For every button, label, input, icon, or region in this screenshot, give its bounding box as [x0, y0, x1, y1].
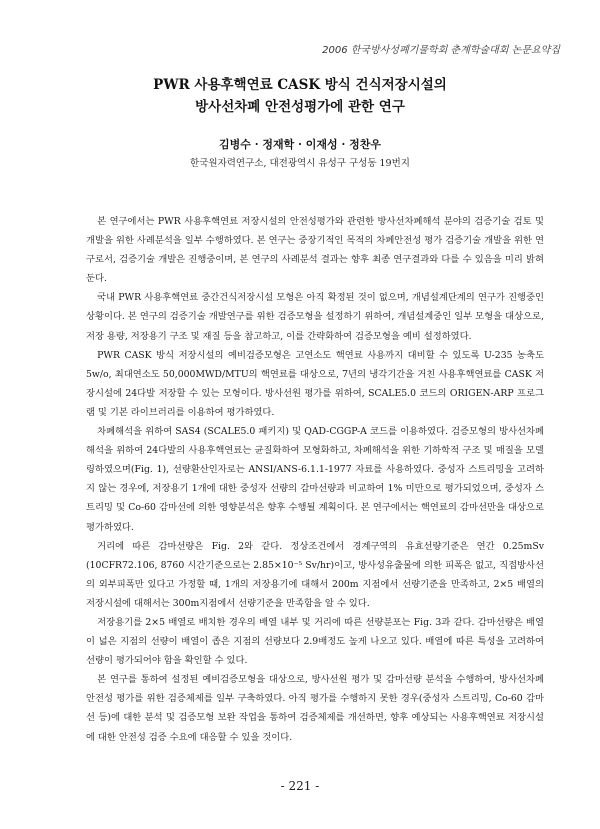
author-list: 김병수 · 정재학 · 이재성 · 정찬우 — [219, 138, 381, 151]
paragraph: 본 연구를 통하여 설정된 예비검증모형을 대상으로, 방사선원 평가 및 감마선량 분석을 수행하여, 방사선차폐 안전성 평가를 위한 검증체제를 일부 구축하였다. 아직 평가를 수행하지 못한 경우(중성자 스트리밍, Co-60 감마선 등)에 대한 분석 및 검증모형 보완 작업을 통하여 검증체제를 개선하면, 향후 예상되는 사용후핵연료 저장시설에 대한 안전성 검증 수요에 대응할 수 있을 것이다. — [86, 674, 544, 743]
paragraph: 국내 PWR 사용후핵연료 중간건식저장시설 모형은 아직 확정된 것이 없으며, 개념설계단계의 연구가 진행중인 상황이다. 본 연구의 검증기술 개발연구를 위한 검증모형을 설정하기 위하여, 개념설계중인 일부 모형을 대상으로, 저장 용량, 저장용기 구조 및 재질 등을 참고하고, 이를 간략화하여 검증모형을 예비 설정하였다. — [86, 292, 544, 342]
page-number: - 221 - — [280, 779, 320, 793]
affiliation: 한국원자력연구소, 대전광역시 유성구 구성동 19번지 — [190, 158, 410, 169]
paper-title — [0, 74, 600, 118]
abstract-body — [86, 212, 544, 747]
paragraph: 본 연구에서는 PWR 사용후핵연료 저장시설의 안전성평가와 관련한 방사선차폐해석 분야의 검증기술 검토 및 개발을 위한 사례분석을 일부 수행하였다. 본 연구는 중장기적인 목적의 차폐안전성 평가 검증기술 개발을 위한 연구로서, 검증기술 개발은 진행중이며, 본 연구의 사례분석 결과는 향후 최종 연구결과와 다를 수 있음을 미리 밝혀둔다. — [86, 216, 544, 285]
title-line-1: PWR 사용후핵연료 CASK 방식 건식저장시설의 — [153, 77, 447, 93]
running-head: 2006 한국방사성폐기물학회 춘계학술대회 논문요약집 — [322, 45, 560, 56]
title-line-2: 방사선차폐 안전성평가에 관한 연구 — [195, 99, 405, 115]
paragraph: 거리에 따른 감마선량은 Fig. 2와 같다. 정상조건에서 경계구역의 유효선량기준은 연간 0.25mSv (10CFR72.106, 8760 시간기준으로는 2.85×10⁻⁵ Sv/hr)이고, 방사성유출물에 의한 피폭은 없고, 직접방사선의 외부피폭만 있다고 가정할 때, 1개의 저장용기에 대해서 200m 지점에서 선량기준을 만족하고, 2×5 배열의 저장시설에 대해서는 300m지점에서 선량기준을 만족함을 알 수 있다. — [86, 540, 544, 609]
paragraph: 저장용기를 2×5 배열로 배치한 경우의 배열 내부 및 거리에 따른 선량분포는 Fig. 3과 같다. 감마선량은 배열이 넓은 지점의 선량이 배열이 좁은 지점의 선량보다 2.9배정도 높게 나오고 있다. 배열에 따른 특성을 고려하여 선량이 평가되어야 함을 확인할 수 있다. — [86, 616, 544, 667]
paragraph: 차폐해석을 위하여 SAS4 (SCALE5.0 패키지) 및 QAD-CGGP-A 코드를 이용하였다. 검증모형의 방사선차폐해석을 위하여 24다발의 사용후핵연료는 균질화하여 모형화하고, 차폐해석을 위한 기하학적 구조 및 매질을 모델링하였으며(Fig. 1), 선량환산인자로는 ANSI/ANS-6.1.1-1977 자료를 사용하였다. 중성자 스트리밍을 고려하지 않는 경우에, 저장용기 1개에 대한 중성자 선량의 감마선량과 비교하여 1% 미만으로 평가되었으며, 중성자 스트리밍 및 Co-60 감마선에 의한 영향분석은 향후 수행될 계획이다. 본 연구에서는 핵연료의 감마선만을 대상으로 평가하였다. — [86, 426, 544, 533]
paragraph: PWR CASK 방식 저장시설의 예비검증모형은 고연소도 핵연료 사용까지 대비할 수 있도록 U-235 농축도 5w/o, 최대연소도 50,000MWD/MTU의 핵연료를 대상으로, 7년의 냉각기간을 거친 사용후핵연료를 CASK 저장시설에 24다발 저장할 수 있는 모형이다. 방사선원 평가를 위하여, SCALE5.0 코드의 ORIGEN-ARP 프로그램 및 기본 라이브러리를 이용하여 평가하였다. — [86, 349, 544, 418]
